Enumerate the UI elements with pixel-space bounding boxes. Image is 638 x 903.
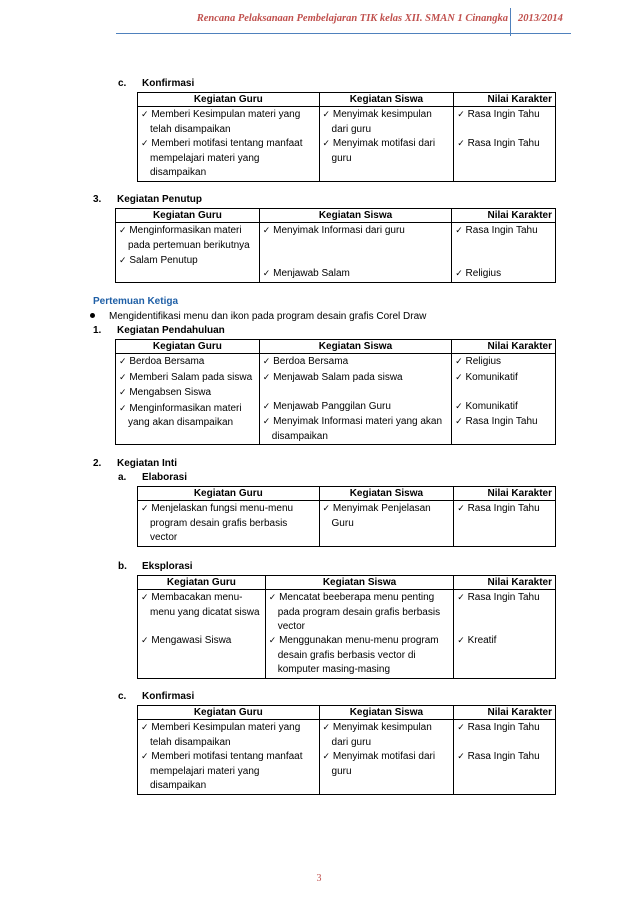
check-icon: ✓: [455, 416, 463, 426]
check-icon: ✓: [322, 109, 331, 119]
cell-text: Menyimak kesimpulan dari guru: [331, 109, 432, 135]
page-number: 3: [316, 873, 322, 884]
column-header: Kegiatan Siswa: [265, 576, 453, 590]
list-item: ✓ Menjawab Salam: [262, 268, 350, 279]
list-item: ✓ Memberi Kesimpulan materi yang telah disampaikan: [141, 722, 301, 748]
list-item: ✓ Rasa Ingin Tahu: [457, 503, 540, 514]
table-row: [138, 590, 556, 679]
cell-text: Memberi Kesimpulan materi yang telah disampaikan: [150, 109, 301, 135]
list-item: ✓ Komunikatif: [455, 371, 518, 383]
list-item: ✓ Menyimak motifasi dari guru: [322, 751, 436, 777]
column-header: Kegiatan Guru: [116, 340, 260, 354]
list-item: ✓ Berdoa Bersama: [262, 356, 349, 367]
column-header: Kegiatan Siswa: [319, 487, 454, 501]
list-item: ✓ Rasa Ingin Tahu: [457, 751, 540, 762]
column-header: Nilai Karakter: [452, 209, 556, 223]
check-icon: ✓: [455, 356, 463, 366]
section-heading: 2. Kegiatan Inti: [93, 458, 178, 469]
column-header: Nilai Karakter: [452, 340, 556, 354]
list-item: ✓ Mengabsen Siswa: [119, 387, 212, 398]
check-icon: ✓: [141, 635, 149, 645]
check-icon: ✓: [119, 356, 127, 366]
list-item: ✓ Rasa Ingin Tahu: [455, 416, 538, 427]
check-icon: ✓: [455, 225, 463, 235]
table-row: [116, 354, 556, 445]
check-icon: ✓: [457, 722, 465, 732]
check-icon: ✓: [268, 592, 277, 602]
column-header: Nilai Karakter: [454, 576, 556, 590]
subsection-heading: a. Elaborasi: [118, 472, 188, 483]
column-header: Kegiatan Siswa: [259, 340, 451, 354]
list-item: [141, 107, 316, 136]
check-icon: ✓: [455, 400, 463, 411]
check-icon: ✓: [141, 751, 149, 761]
check-icon: ✓: [119, 387, 127, 397]
check-icon: ✓: [268, 635, 277, 645]
subsection-heading: c. Konfirmasi: [118, 691, 195, 702]
activity-table: [115, 339, 556, 445]
list-item: ✓ Menggunakan menu-menu program desain grafis berbasis vector di komputer masing-masing: [268, 635, 439, 675]
check-icon: ✓: [262, 268, 271, 278]
list-item: ✓ Rasa Ingin Tahu: [457, 592, 540, 603]
bullet-icon: [90, 313, 95, 318]
list-item: ✓ Menjelaskan fungsi menu-menu program desain grafis berbasis vector: [141, 503, 294, 543]
list-item: ✓ Menyimak Penjelasan Guru: [322, 503, 431, 529]
list-item: [323, 107, 451, 136]
check-icon: ✓: [322, 722, 331, 732]
check-icon: ✓: [119, 255, 127, 265]
check-icon: ✓: [119, 371, 127, 382]
list-item: [457, 136, 552, 152]
column-header: Kegiatan Guru: [138, 706, 320, 720]
check-icon: ✓: [262, 225, 271, 235]
header-divider: [510, 8, 511, 36]
list-item: ✓ Religius: [455, 356, 502, 367]
check-icon: ✓: [262, 400, 271, 411]
list-item: ✓ Menjawab Panggilan Guru: [262, 400, 391, 412]
list-item: ✓ Berdoa Bersama: [119, 356, 205, 367]
list-item: ✓ Memberi Salam pada siswa: [119, 371, 253, 383]
check-icon: ✓: [262, 356, 271, 366]
column-header: Kegiatan Guru: [138, 576, 266, 590]
section-heading: 3. Kegiatan Penutup: [93, 194, 203, 205]
check-icon: ✓: [141, 109, 149, 119]
activity-table: [137, 705, 556, 795]
table-row: [138, 107, 556, 182]
list-item: [323, 136, 451, 166]
activity-table: [137, 575, 556, 679]
column-header: Kegiatan Siswa: [259, 209, 451, 223]
list-item: ✓ Menginformasikan materi pada pertemuan berikutnya: [119, 225, 250, 251]
table-row: [138, 501, 556, 547]
list-item: ✓ Menginformasikan materi yang akan disampaikan: [119, 402, 242, 428]
check-icon: ✓: [141, 138, 149, 148]
column-header: Kegiatan Guru: [116, 209, 260, 223]
header-title: Rencana Pelaksanaan Pembelajaran TIK kelas XII. SMAN 1 Cinangka: [196, 13, 508, 24]
cell-text: Menyimak motifasi dari guru: [331, 138, 436, 164]
check-icon: ✓: [457, 138, 465, 148]
check-icon: ✓: [455, 268, 463, 278]
check-icon: ✓: [457, 635, 465, 645]
list-item: ✓ Menjawab Salam pada siswa: [262, 371, 403, 383]
list-item: ✓ Mengawasi Siswa: [141, 635, 232, 646]
header-rule: [116, 33, 571, 34]
column-header: Kegiatan Siswa: [319, 93, 454, 107]
check-icon: ✓: [322, 138, 331, 148]
meeting-title: Pertemuan Ketiga: [93, 296, 179, 307]
check-icon: ✓: [262, 416, 271, 426]
column-header: Nilai Karakter: [454, 487, 556, 501]
list-item: ✓ Rasa Ingin Tahu: [457, 722, 540, 733]
list-item: [141, 136, 316, 181]
column-header: Nilai Karakter: [454, 93, 556, 107]
list-item: ✓ Rasa Ingin Tahu: [455, 225, 538, 236]
check-icon: ✓: [119, 402, 127, 413]
list-item: ✓ Menyimak kesimpulan dari guru: [322, 722, 432, 748]
cell-text: Rasa Ingin Tahu: [467, 109, 540, 120]
section-heading: 1. Kegiatan Pendahuluan: [93, 325, 225, 336]
list-item: ✓ Menyimak Informasi materi yang akan disampaikan: [262, 416, 443, 442]
check-icon: ✓: [119, 225, 127, 235]
list-item: ✓ Komunikatif: [455, 400, 518, 412]
column-header: Kegiatan Guru: [138, 93, 320, 107]
check-icon: ✓: [455, 371, 463, 382]
column-header: Kegiatan Siswa: [319, 706, 454, 720]
check-icon: ✓: [141, 722, 149, 732]
check-icon: ✓: [457, 751, 465, 761]
check-icon: ✓: [141, 503, 149, 513]
check-icon: ✓: [457, 503, 465, 513]
check-icon: ✓: [322, 751, 331, 761]
column-header: Nilai Karakter: [454, 706, 556, 720]
table-row: [138, 720, 556, 795]
cell-text: Rasa Ingin Tahu: [467, 138, 540, 149]
page-header: [0, 8, 638, 30]
header-year: 2013/2014: [518, 13, 563, 24]
check-icon: ✓: [322, 503, 331, 513]
column-header: Kegiatan Guru: [138, 487, 320, 501]
objective-bullet: Mengidentifikasi menu dan ikon pada program desain grafis Corel Draw: [86, 311, 426, 322]
list-item: ✓ Religius: [455, 268, 502, 279]
list-item: ✓ Mencatat beeberapa menu penting pada program desain grafis berbasis vector: [268, 592, 441, 632]
activity-table: [137, 486, 556, 547]
list-item: ✓ Salam Penutup: [119, 255, 198, 266]
list-item: ✓ Kreatif: [457, 635, 497, 646]
check-icon: ✓: [262, 371, 271, 382]
check-icon: ✓: [457, 592, 465, 602]
subsection-heading: b. Eksplorasi: [118, 561, 193, 572]
list-item: ✓ Memberi motifasi tentang manfaat mempelajari materi yang disampaikan: [141, 751, 303, 791]
activity-table: [137, 92, 556, 182]
check-icon: ✓: [141, 592, 149, 602]
list-item: ✓ Menyimak Informasi dari guru: [262, 225, 405, 236]
list-item: [457, 107, 552, 136]
activity-table: [115, 208, 556, 283]
table-row: [116, 223, 556, 283]
check-icon: ✓: [457, 109, 465, 119]
cell-text: Memberi motifasi tentang manfaat mempelajari materi yang disampaikan: [150, 138, 303, 178]
list-item: ✓ Membacakan menu-menu yang dicatat siswa: [141, 592, 260, 618]
section-heading: c. Konfirmasi: [118, 78, 195, 89]
